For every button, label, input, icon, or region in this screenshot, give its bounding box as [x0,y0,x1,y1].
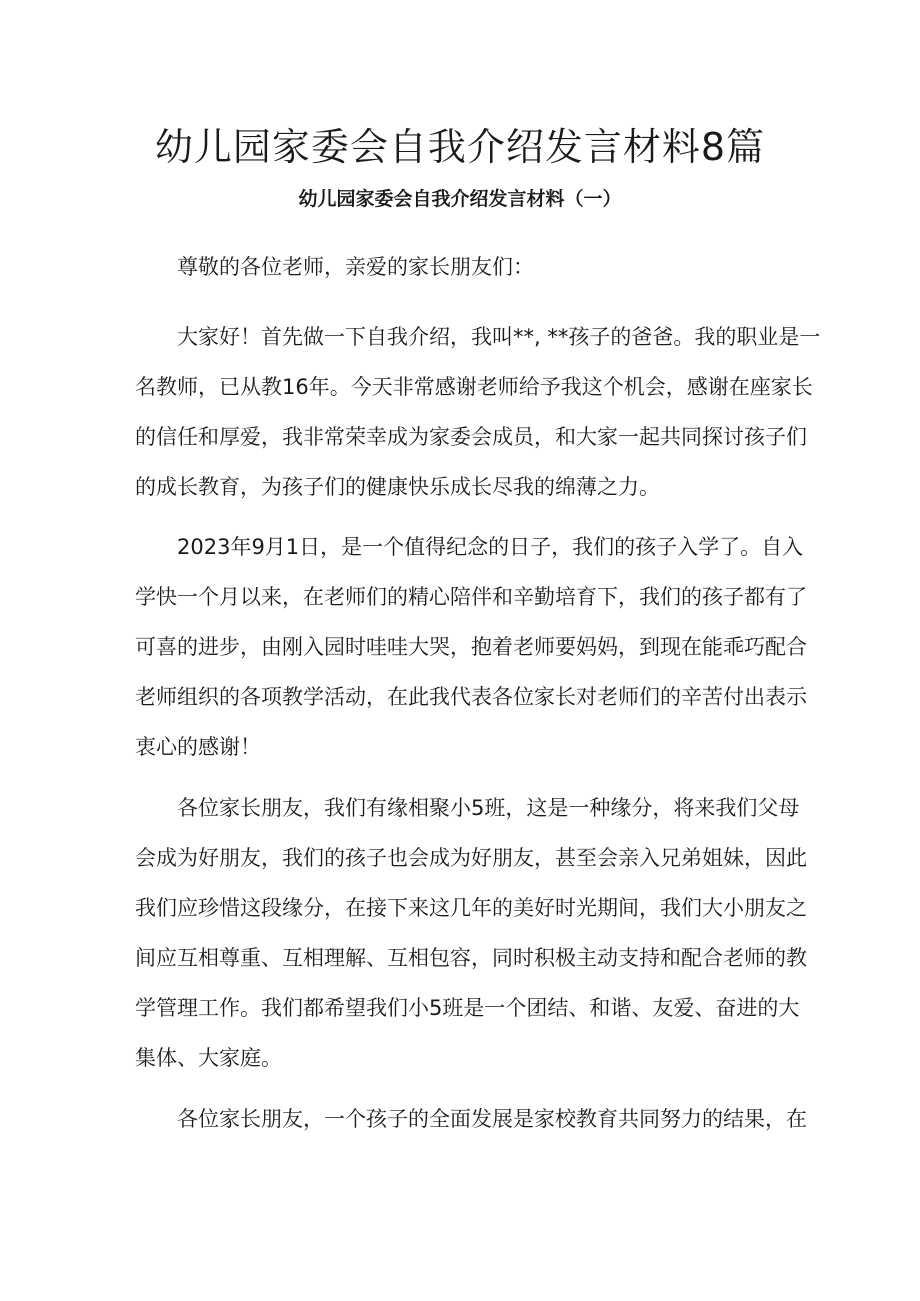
paragraph-line: 学快一个月以来，在老师们的精心陪伴和辛勤培育下，我们的孩子都有了 [135,585,807,609]
paragraph-line: 尊敬的各位老师，亲爱的家长朋友们： [177,255,534,279]
paragraph-line: 学管理工作。我们都希望我们小5班是一个团结、和谐、友爱、奋进的大 [135,996,800,1020]
paragraph-line: 的成长教育，为孩子们的健康快乐成长尽我的绵薄之力。 [135,475,660,499]
paragraph-class-five [135,783,807,1083]
paragraph-line: 各位家长朋友，一个孩子的全面发展是家校教育共同努力的结果，在 [177,1107,807,1131]
paragraph-line: 可喜的进步，由刚入园时哇哇大哭，抱着老师要妈妈，到现在能乖巧配合 [135,635,807,659]
paragraph-line: 名教师，已从教16年。今天非常感谢老师给予我这个机会，感谢在座家长 [135,375,813,399]
paragraph-closing [135,1094,807,1144]
paragraph-line: 集体、大家庭。 [135,1046,282,1070]
paragraph-enrollment [135,522,807,772]
section-subtitle: 幼儿园家委会自我介绍发言材料（一） [298,188,622,210]
paragraph-line: 我们应珍惜这段缘分，在接下来这几年的美好时光期间，我们大小朋友之 [135,896,807,920]
paragraph-line: 2023年9月1日，是一个值得纪念的日子，我们的孩子入学了。自入 [177,535,804,559]
page-title: 幼儿园家委会自我介绍发言材料8篇 [154,125,766,169]
paragraph-line: 间应互相尊重、互相理解、互相包容，同时积极主动支持和配合老师的教 [135,946,807,970]
paragraph-introduction [135,312,821,512]
paragraph-line: 会成为好朋友，我们的孩子也会成为好朋友，甚至会亲入兄弟姐妹，因此 [135,846,807,870]
paragraph-line: 各位家长朋友，我们有缘相聚小5班，这是一种缘分，将来我们父母 [177,796,800,820]
paragraph-line: 大家好！首先做一下自我介绍，我叫**, **孩子的爸爸。我的职业是一 [177,325,821,349]
paragraph-line: 老师组织的各项教学活动，在此我代表各位家长对老师们的辛苦付出表示 [135,685,807,709]
paragraph-greeting [135,242,787,292]
paragraph-line: 的信任和厚爱，我非常荣幸成为家委会成员，和大家一起共同探讨孩子们 [135,425,807,449]
paragraph-line: 衷心的感谢！ [135,735,261,759]
